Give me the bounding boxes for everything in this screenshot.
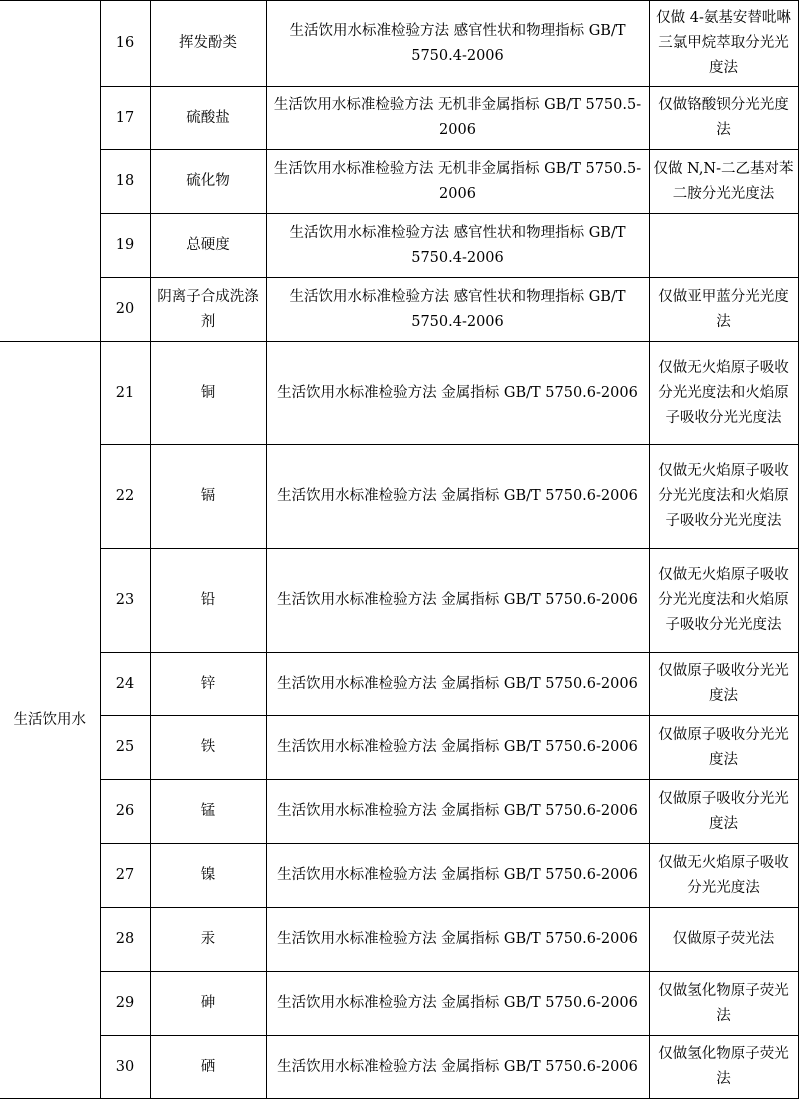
test-item: 硫化物 bbox=[150, 150, 266, 214]
row-number: 27 bbox=[100, 844, 150, 908]
test-method: 生活饮用水标准检验方法 金属指标 GB/T 5750.6-2006 bbox=[266, 445, 649, 549]
row-number: 28 bbox=[100, 908, 150, 972]
row-number: 18 bbox=[100, 150, 150, 214]
test-method: 生活饮用水标准检验方法 金属指标 GB/T 5750.6-2006 bbox=[266, 549, 649, 653]
test-method: 生活饮用水标准检验方法 金属指标 GB/T 5750.6-2006 bbox=[266, 716, 649, 780]
test-item: 挥发酚类 bbox=[150, 1, 266, 87]
method-note: 仅做无火焰原子吸收分光光度法和火焰原子吸收分光光度法 bbox=[649, 549, 798, 653]
row-number: 20 bbox=[100, 278, 150, 342]
test-item: 阴离子合成洗涤剂 bbox=[150, 278, 266, 342]
method-note: 仅做原子吸收分光光度法 bbox=[649, 780, 798, 844]
test-method: 生活饮用水标准检验方法 感官性状和物理指标 GB/T 5750.4-2006 bbox=[266, 1, 649, 87]
test-method: 生活饮用水标准检验方法 无机非金属指标 GB/T 5750.5-2006 bbox=[266, 150, 649, 214]
test-method: 生活饮用水标准检验方法 感官性状和物理指标 GB/T 5750.4-2006 bbox=[266, 278, 649, 342]
method-note: 仅做铬酸钡分光光度法 bbox=[649, 87, 798, 150]
test-method: 生活饮用水标准检验方法 金属指标 GB/T 5750.6-2006 bbox=[266, 972, 649, 1036]
table-row bbox=[0, 1036, 798, 1099]
row-number: 26 bbox=[100, 780, 150, 844]
test-method: 生活饮用水标准检验方法 金属指标 GB/T 5750.6-2006 bbox=[266, 908, 649, 972]
table-row bbox=[0, 549, 798, 653]
test-item: 镍 bbox=[150, 844, 266, 908]
row-number: 19 bbox=[100, 214, 150, 278]
method-note: 仅做氢化物原子荧光法 bbox=[649, 1036, 798, 1099]
row-number: 22 bbox=[100, 445, 150, 549]
method-note: 仅做氢化物原子荧光法 bbox=[649, 972, 798, 1036]
test-item: 硒 bbox=[150, 1036, 266, 1099]
table-row bbox=[0, 278, 798, 342]
test-item: 总硬度 bbox=[150, 214, 266, 278]
table-row bbox=[0, 445, 798, 549]
test-item: 铁 bbox=[150, 716, 266, 780]
method-note: 仅做亚甲蓝分光光度法 bbox=[649, 278, 798, 342]
method-note bbox=[649, 214, 798, 278]
category-cell: 生活饮用水 bbox=[0, 342, 100, 1099]
table-row bbox=[0, 1, 798, 87]
test-item: 镉 bbox=[150, 445, 266, 549]
row-number: 21 bbox=[100, 342, 150, 445]
row-number: 17 bbox=[100, 87, 150, 150]
test-method: 生活饮用水标准检验方法 感官性状和物理指标 GB/T 5750.4-2006 bbox=[266, 214, 649, 278]
table-row bbox=[0, 780, 798, 844]
test-item: 硫酸盐 bbox=[150, 87, 266, 150]
row-number: 16 bbox=[100, 1, 150, 87]
method-note: 仅做原子吸收分光光度法 bbox=[649, 653, 798, 716]
method-note: 仅做无火焰原子吸收分光光度法和火焰原子吸收分光光度法 bbox=[649, 342, 798, 445]
test-method: 生活饮用水标准检验方法 金属指标 GB/T 5750.6-2006 bbox=[266, 1036, 649, 1099]
table-row bbox=[0, 972, 798, 1036]
table-row bbox=[0, 908, 798, 972]
row-number: 29 bbox=[100, 972, 150, 1036]
test-item: 锌 bbox=[150, 653, 266, 716]
table-row bbox=[0, 653, 798, 716]
test-item: 汞 bbox=[150, 908, 266, 972]
test-item: 铅 bbox=[150, 549, 266, 653]
row-number: 24 bbox=[100, 653, 150, 716]
test-item: 砷 bbox=[150, 972, 266, 1036]
test-method: 生活饮用水标准检验方法 金属指标 GB/T 5750.6-2006 bbox=[266, 780, 649, 844]
method-note: 仅做无火焰原子吸收分光光度法和火焰原子吸收分光光度法 bbox=[649, 445, 798, 549]
table-row bbox=[0, 716, 798, 780]
row-number: 30 bbox=[100, 1036, 150, 1099]
test-method: 生活饮用水标准检验方法 无机非金属指标 GB/T 5750.5-2006 bbox=[266, 87, 649, 150]
table-row bbox=[0, 150, 798, 214]
method-note: 仅做无火焰原子吸收分光光度法 bbox=[649, 844, 798, 908]
test-item: 铜 bbox=[150, 342, 266, 445]
method-note: 仅做原子吸收分光光度法 bbox=[649, 716, 798, 780]
row-number: 25 bbox=[100, 716, 150, 780]
table-row bbox=[0, 844, 798, 908]
category-cell bbox=[0, 1, 100, 342]
method-note: 仅做原子荧光法 bbox=[649, 908, 798, 972]
test-item: 锰 bbox=[150, 780, 266, 844]
table-row bbox=[0, 342, 798, 445]
test-method: 生活饮用水标准检验方法 金属指标 GB/T 5750.6-2006 bbox=[266, 342, 649, 445]
table-row bbox=[0, 87, 798, 150]
test-method: 生活饮用水标准检验方法 金属指标 GB/T 5750.6-2006 bbox=[266, 844, 649, 908]
row-number: 23 bbox=[100, 549, 150, 653]
test-method: 生活饮用水标准检验方法 金属指标 GB/T 5750.6-2006 bbox=[266, 653, 649, 716]
method-note: 仅做 4-氨基安替吡啉三氯甲烷萃取分光光度法 bbox=[649, 1, 798, 87]
method-note: 仅做 N,N-二乙基对苯二胺分光光度法 bbox=[649, 150, 798, 214]
table-row bbox=[0, 214, 798, 278]
